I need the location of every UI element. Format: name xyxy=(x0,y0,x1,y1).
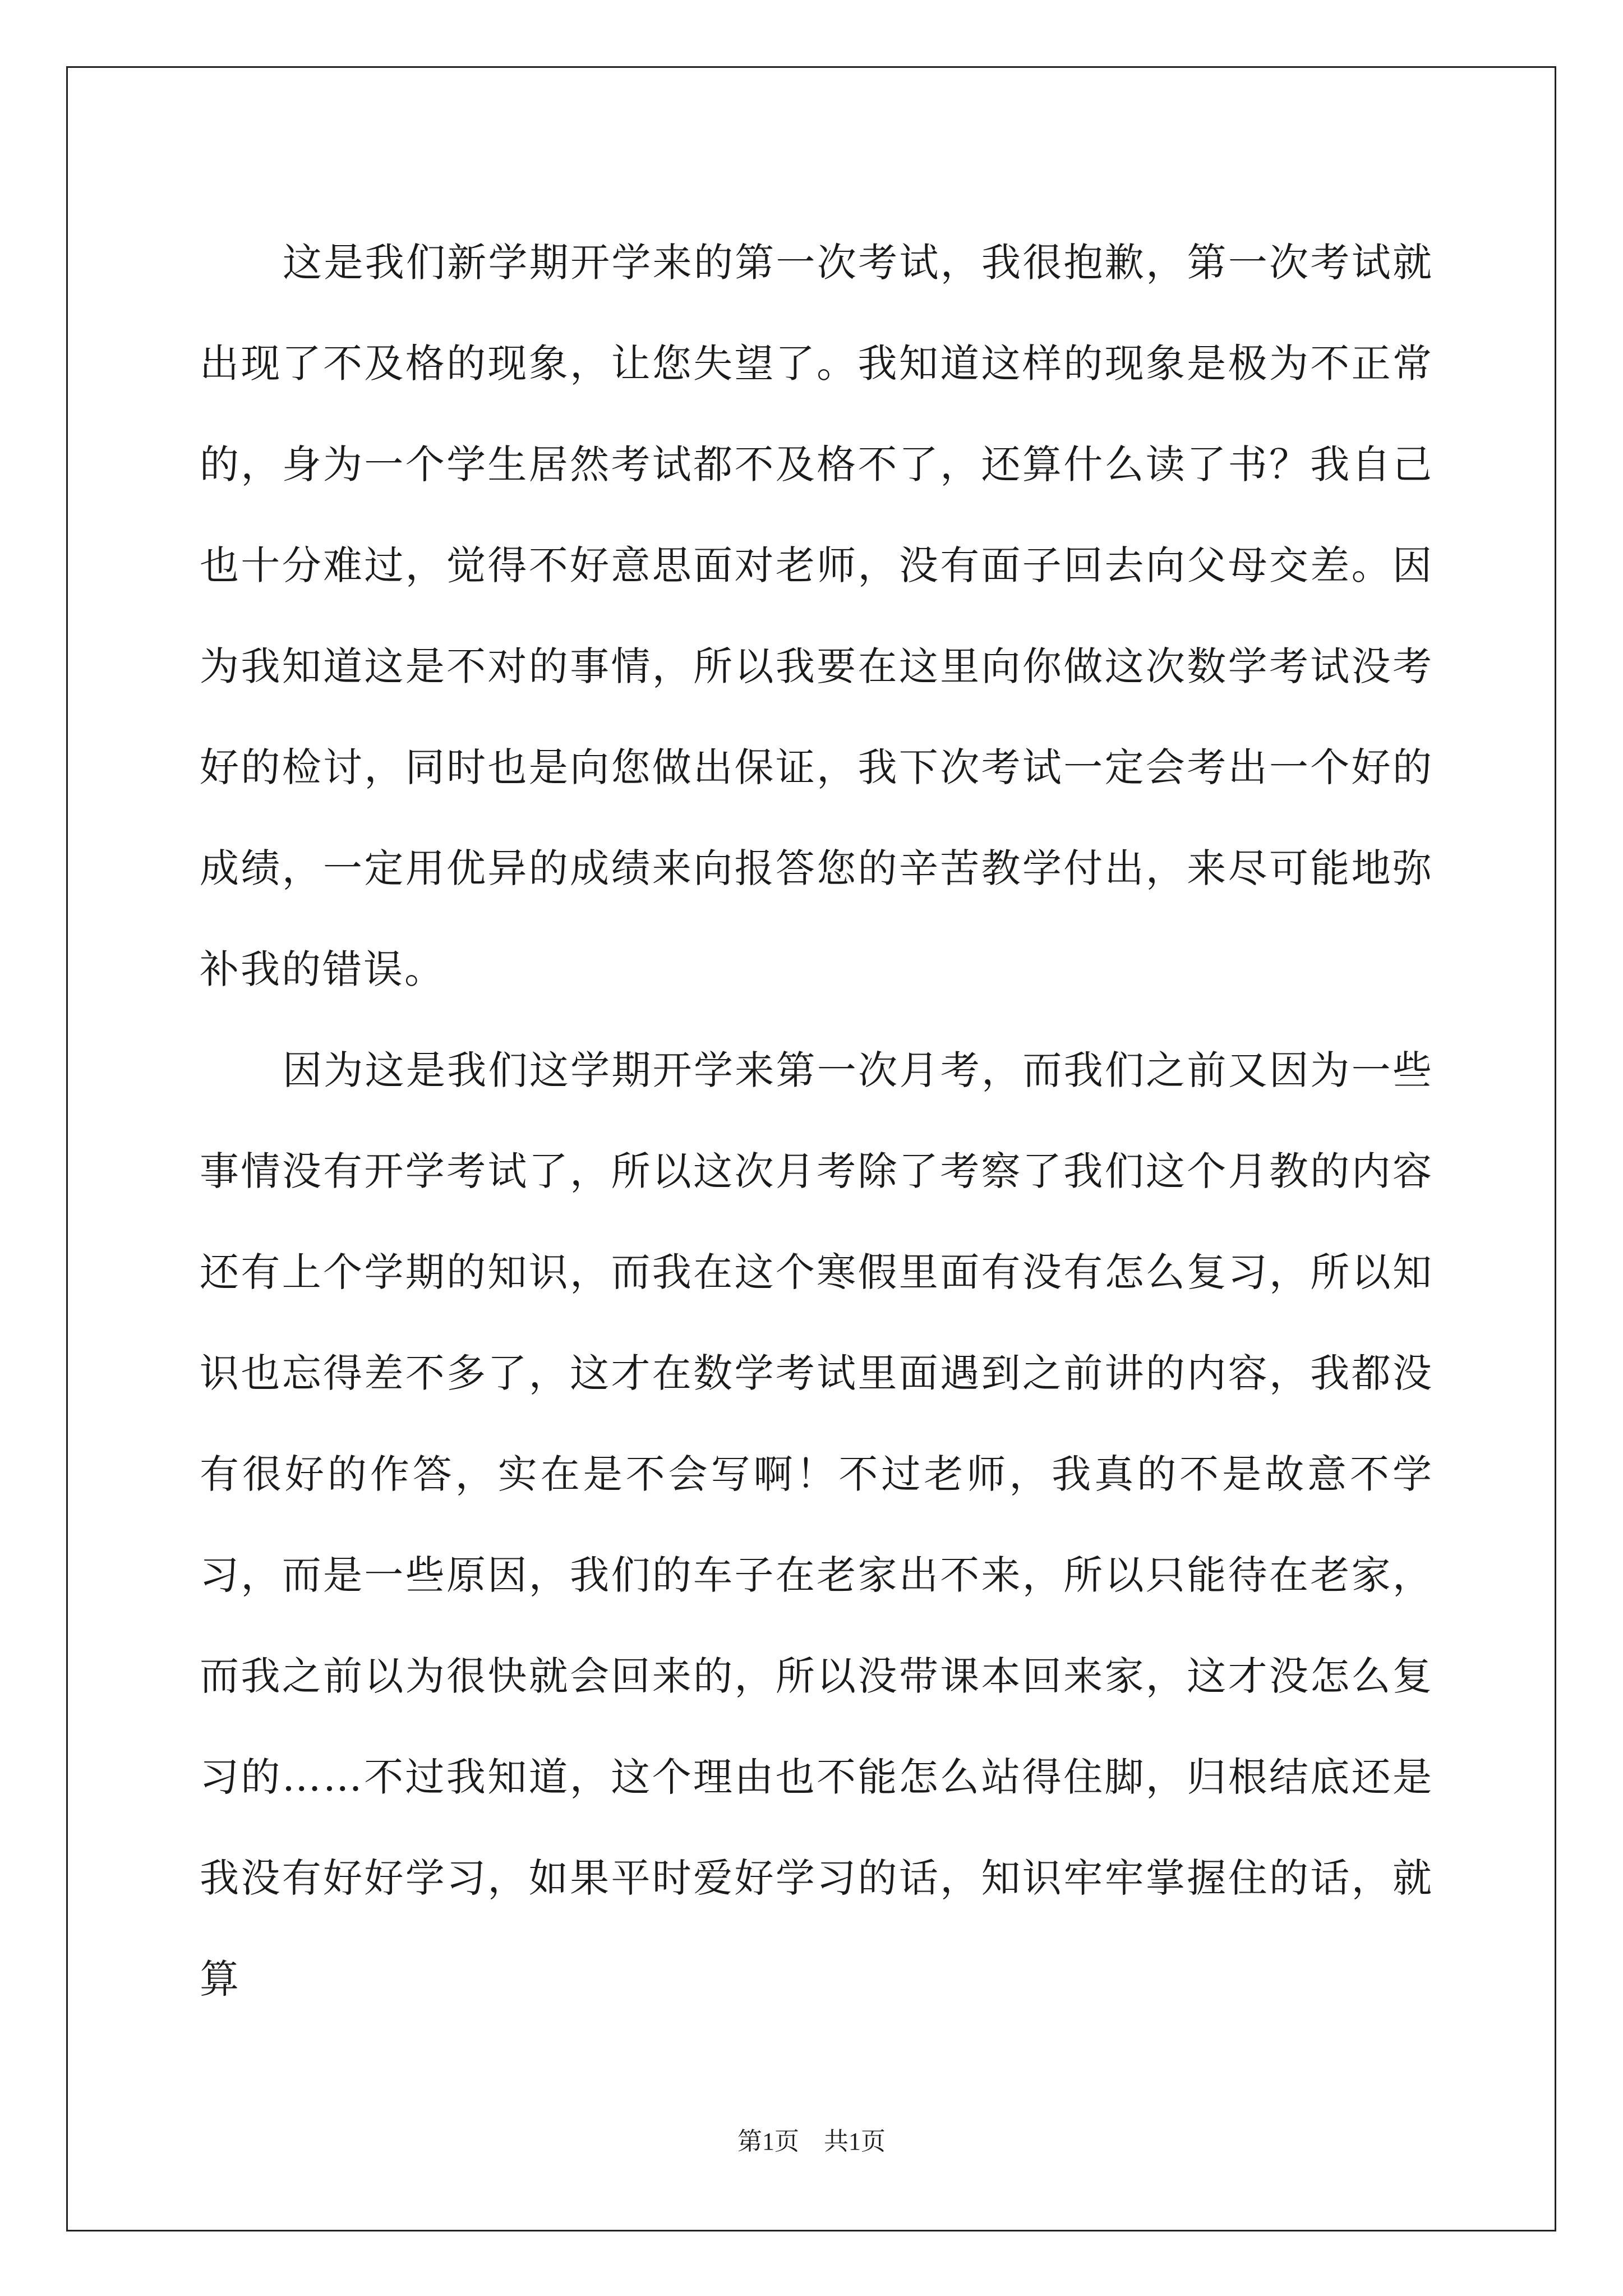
paragraph-1: 这是我们新学期开学来的第一次考试，我很抱歉，第一次考试就出现了不及格的现象，让您失望了。我知道这样的现象是极为不正常的，身为一个学生居然考试都不及格不了，还算什么读了书？我自己也十分难过，觉得不好意思面对老师，没有面子回去向父母交差。因为我知道这是不对的事情，所以我要在这里向你做这次数学考试没考好的检讨，同时也是向您做出保证，我下次考试一定会考出一个好的成绩，一定用优异的成绩来向报答您的辛苦教学付出，来尽可能地弥补我的错误。 xyxy=(200,240,1433,992)
document-body xyxy=(200,212,1433,2030)
page-footer xyxy=(0,2125,1623,2159)
page-number: 第1页 xyxy=(737,2128,799,2155)
paragraph-2: 因为这是我们这学期开学来第一次月考，而我们之前又因为一些事情没有开学考试了，所以这次月考除了考察了我们这个月教的内容还有上个学期的知识，而我在这个寒假里面有没有怎么复习，所以知识也忘得差不多了，这才在数学考试里面遇到之前讲的内容，我都没有很好的作答，实在是不会写啊！不过老师，我真的不是故意不学习，而是一些原因，我们的车子在老家出不来，所以只能待在老家，而我之前以为很快就会回来的，所以没带课本回来家，这才没怎么复习的……不过我知道，这个理由也不能怎么站得住脚，归根结底还是我没有好好学习，如果平时爱好学习的话，知识牢牢掌握住的话，就算 xyxy=(200,1047,1433,2002)
page-total: 共1页 xyxy=(824,2128,886,2155)
